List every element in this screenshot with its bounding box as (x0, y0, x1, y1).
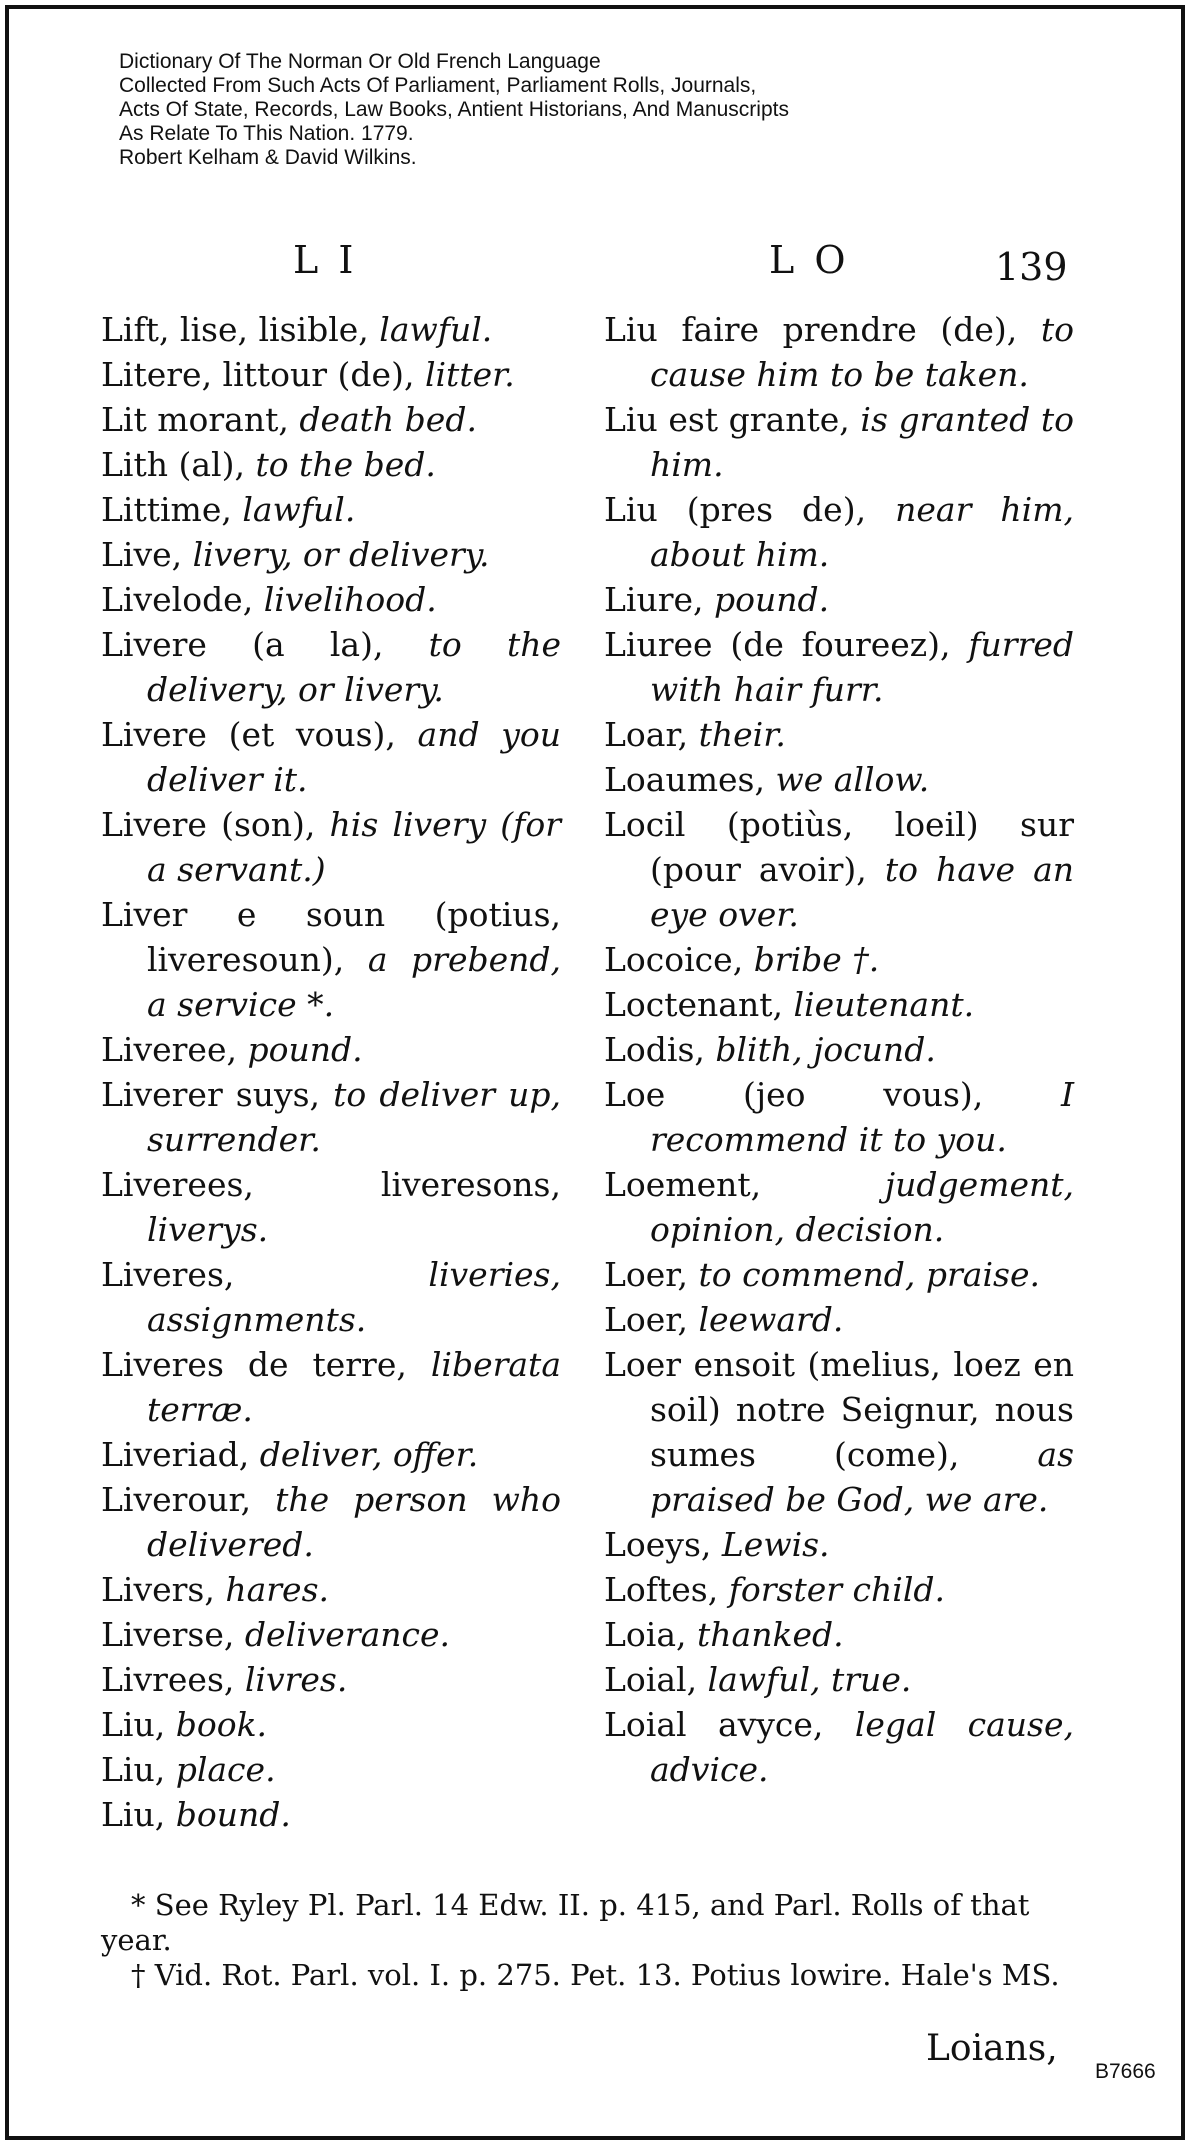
definition: livres. (244, 1660, 348, 1699)
headword: Locil (potiùs, loeil) sur (pour avoir), (604, 805, 1074, 889)
definition: the person who delivered. (147, 1480, 561, 1564)
dictionary-entry (604, 1612, 1074, 1657)
catchword: Loians, (926, 2028, 1058, 2069)
definition: to the delivery, or livery. (147, 625, 561, 709)
footnote: * See Ryley Pl. Parl. 14 Edw. II. p. 415, and Parl. Rolls of that year. (101, 1888, 1030, 1957)
dictionary-entry (604, 937, 1074, 982)
headword: Liu est grante, (604, 400, 861, 439)
dictionary-entry (604, 1342, 1074, 1522)
headword: Lift, lise, lisible, (101, 310, 380, 349)
definition: Lewis. (721, 1525, 830, 1564)
definition: bribe †. (753, 940, 880, 979)
headword: Loer, (604, 1255, 699, 1294)
headword: Locoice, (604, 940, 754, 979)
headword: Livelode, (101, 580, 264, 619)
dictionary-entry (101, 532, 561, 577)
headword: Loe (jeo vous), (604, 1075, 1061, 1114)
dictionary-entry (101, 487, 561, 532)
headword: Loial, (604, 1660, 708, 1699)
definition: as praised be God, we are. (650, 1435, 1074, 1519)
definition: deliver, offer. (259, 1435, 479, 1474)
definition: judgement, opinion, decision. (650, 1165, 1074, 1249)
definition: blith, jocund. (715, 1030, 936, 1069)
definition: I recommend it to you. (650, 1075, 1074, 1159)
dictionary-entry (604, 982, 1074, 1027)
dictionary-entry (604, 397, 1074, 487)
headword: Littime, (101, 490, 243, 529)
dictionary-entry (101, 802, 561, 892)
headword: Loaumes, (604, 760, 776, 799)
dictionary-entry (101, 577, 561, 622)
definition: lawful, true. (707, 1660, 912, 1699)
dictionary-entry (604, 1657, 1074, 1702)
definition: furred with hair furr. (650, 625, 1074, 709)
definition: hares. (225, 1570, 330, 1609)
definition: his livery (for a servant.) (147, 805, 561, 889)
headword: Liure, (604, 580, 715, 619)
headword: Loer ensoit (melius, loez en soil) notre Seignur, nous sumes (come), (604, 1345, 1074, 1474)
definition: and you deliver it. (147, 715, 561, 799)
dictionary-entry (604, 1162, 1074, 1252)
dictionary-entry (101, 1702, 561, 1747)
dictionary-entry (604, 307, 1074, 397)
headword: Loctenant, (604, 985, 794, 1024)
headword: Liuree (de foureez), (604, 625, 969, 664)
headword: Liverour, (101, 1480, 276, 1519)
headword: Loeys, (604, 1525, 722, 1564)
dictionary-entry (604, 712, 1074, 757)
definition: to cause him to be taken. (650, 310, 1074, 394)
dictionary-entry (101, 442, 561, 487)
headword: Lit morant, (101, 400, 300, 439)
headword: Liver e soun (potius, liveresoun), (101, 895, 561, 979)
headword: Loar, (604, 715, 699, 754)
dictionary-entry (101, 1252, 561, 1342)
definition: is granted to him. (650, 400, 1074, 484)
dictionary-entry (101, 1432, 561, 1477)
headword: Loia, (604, 1615, 697, 1654)
headword: Liu, (101, 1705, 176, 1744)
dictionary-entry (604, 1027, 1074, 1072)
dictionary-entry (101, 1567, 561, 1612)
definition: forster child. (728, 1570, 946, 1609)
running-head-right: L O (769, 238, 850, 282)
definition: thanked. (697, 1615, 844, 1654)
headword: Liveree, (101, 1030, 248, 1069)
header-line: As Relate To This Nation. 1779. (119, 122, 414, 145)
definition: book. (175, 1705, 268, 1744)
headword: Livere (a la), (101, 625, 429, 664)
headword: Liu faire prendre (de), (604, 310, 1041, 349)
definition: to deliver up, surrender. (147, 1075, 561, 1159)
definition: liberata terræ. (147, 1345, 561, 1429)
footnotes (101, 1888, 1061, 1993)
footnote: † Vid. Rot. Parl. vol. I. p. 275. Pet. 13. Potius lowire. Hale's MS. (131, 1958, 1060, 1992)
headword: Loial avyce, (604, 1705, 855, 1744)
headword: Loement, (604, 1165, 885, 1204)
archive-code: B7666 (1095, 2060, 1156, 2083)
dictionary-entry (604, 1567, 1074, 1612)
definition: deliverance. (244, 1615, 450, 1654)
headword: Liu (pres de), (604, 490, 896, 529)
headword: Liveres, (101, 1255, 429, 1294)
definition: to have an eye over. (650, 850, 1074, 934)
headword: Liverse, (101, 1615, 245, 1654)
dictionary-entry (101, 892, 561, 1027)
definition: liverys. (147, 1210, 269, 1249)
dictionary-entry (604, 487, 1074, 577)
running-head-left: L I (293, 238, 358, 282)
dictionary-entry (101, 1072, 561, 1162)
dictionary-entry (101, 1747, 561, 1792)
dictionary-entry (101, 397, 561, 442)
header-line: Collected From Such Acts Of Parliament, Parliament Rolls, Journals, (119, 74, 757, 97)
dictionary-entry (101, 1657, 561, 1702)
headword: Livere (et vous), (101, 715, 418, 754)
dictionary-entry (604, 1702, 1074, 1792)
definition: lawful. (379, 310, 493, 349)
definition: place. (175, 1750, 276, 1789)
definition: legal cause, advice. (650, 1705, 1074, 1789)
definition: to the bed. (255, 445, 436, 484)
dictionary-entry (101, 1612, 561, 1657)
headword: Loftes, (604, 1570, 729, 1609)
dictionary-entry (101, 1162, 561, 1252)
headword: Liu, (101, 1750, 176, 1789)
dictionary-entry (101, 712, 561, 802)
header-line: Acts Of State, Records, Law Books, Antient Historians, And Manuscripts (119, 98, 789, 121)
headword: Lith (al), (101, 445, 256, 484)
page-number: 139 (995, 245, 1068, 289)
definition: lieutenant. (793, 985, 975, 1024)
headword: Lodis, (604, 1030, 716, 1069)
dictionary-entry (604, 1252, 1074, 1297)
dictionary-entry (101, 1792, 561, 1837)
dictionary-entry (101, 307, 561, 352)
headword: Live, (101, 535, 193, 574)
definition: their. (698, 715, 786, 754)
dictionary-entry (604, 1072, 1074, 1162)
dictionary-entry (604, 577, 1074, 622)
dictionary-entry (101, 1342, 561, 1432)
headword: Litere, littour (de), (101, 355, 425, 394)
definition: liveries, assignments. (147, 1255, 561, 1339)
headword: Livers, (101, 1570, 226, 1609)
definition: a prebend, a service *. (147, 940, 561, 1024)
headword: Liverer suys, (101, 1075, 334, 1114)
right-column (604, 307, 1074, 1792)
definition: leeward. (698, 1300, 844, 1339)
headword: Loer, (604, 1300, 699, 1339)
collection-header (119, 50, 789, 170)
headword: Liverees, liveresons, (101, 1165, 561, 1204)
definition: near him, about him. (650, 490, 1074, 574)
dictionary-entry (101, 352, 561, 397)
definition: we allow. (775, 760, 930, 799)
header-line: Dictionary Of The Norman Or Old French Language (119, 50, 601, 73)
definition: pound. (714, 580, 830, 619)
left-column (101, 307, 561, 1837)
dictionary-entry (604, 757, 1074, 802)
definition: litter. (424, 355, 515, 394)
dictionary-entry (101, 1477, 561, 1567)
headword: Liveres de terre, (101, 1345, 431, 1384)
definition: death bed. (299, 400, 477, 439)
definition: lawful. (242, 490, 356, 529)
definition: pound. (247, 1030, 363, 1069)
dictionary-entry (604, 622, 1074, 712)
dictionary-entry (604, 1522, 1074, 1567)
dictionary-entry (101, 1027, 561, 1072)
header-line: Robert Kelham & David Wilkins. (119, 146, 417, 169)
definition: livery, or delivery. (192, 535, 490, 574)
dictionary-entry (604, 802, 1074, 937)
headword: Livere (son), (101, 805, 330, 844)
dictionary-entry (101, 622, 561, 712)
definition: to commend, praise. (698, 1255, 1040, 1294)
headword: Liveriad, (101, 1435, 260, 1474)
dictionary-entry (604, 1297, 1074, 1342)
headword: Livrees, (101, 1660, 245, 1699)
definition: livelihood. (263, 580, 437, 619)
definition: bound. (175, 1795, 291, 1834)
headword: Liu, (101, 1795, 176, 1834)
